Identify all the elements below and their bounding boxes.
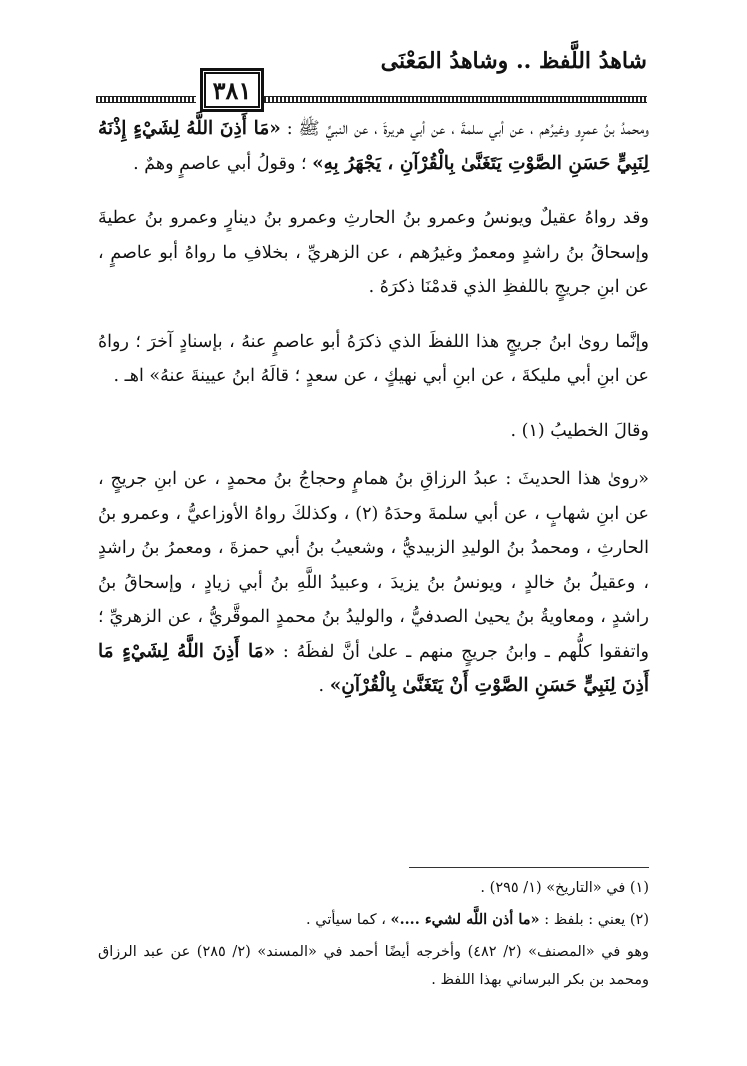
page-header xyxy=(96,38,647,108)
hadith-quote: «مَا أَذِنَ اللَّهُ لِشَيْءٍ إِذْنَهُ لِنَبِيٍّ حَسَنِ الصَّوْتِ يَتَغَنَّىٰ بِالْقُرْآنِ ، يَجْهَرُ بِهِ» xyxy=(98,118,649,174)
paragraph xyxy=(98,112,649,181)
paragraph-text: . xyxy=(318,676,330,696)
paragraph-text: ؛ وقولُ أبي عاصمٍ وهمٌ . xyxy=(133,153,313,174)
running-title: شاهدُ اللَّفظ .. وشاهدُ المَعْنَى xyxy=(380,48,647,74)
footnote xyxy=(98,906,649,934)
footnote-text: ، كما سيأتي . xyxy=(306,912,391,928)
paragraph-text: وقد رواهُ عقيلٌ ويونسُ وعمرو بنُ الحارثِ وعمرو بنُ دينارٍ وعمرو بنُ عطيةَ وإسحاقُ بنُ راشدٍ ومعمرٌ وغيرُهم ، عن الزهريِّ ، بخلافِ ما رواهُ أبو عاصمٍ ، عن ابنِ جريجٍ باللفظِ الذي قدمْنَا ذكرَهُ . xyxy=(98,208,649,297)
hadith-quote: «مَا أَذِنَ اللَّهُ لِشَيْءٍ مَا أَذِنَ لِنَبِيٍّ حَسَنِ الصَّوْتِ أَنْ يَتَغَنَّىٰ بِالْقُرْآنِ» xyxy=(98,640,649,696)
footnote-text: (١) في «التاريخ» (١/ ٢٩٥) . xyxy=(480,880,649,896)
footnote-separator xyxy=(409,867,649,868)
footnote-text: (٢) يعني : بلفظ : xyxy=(539,912,649,928)
page-number: ٣٨١ xyxy=(200,68,264,112)
footnote-text: وهو في «المصنف» (٢/ ٤٨٢) وأخرجه أيضًا أحمد في «المسند» (٢/ ٢٨٥) عن عبد الرزاق ومحمد بن بكر البرساني بهذا اللفظ . xyxy=(98,944,649,988)
paragraph-text: وإنَّما روىٰ ابنُ جريجٍ هذا اللفظَ الذي ذكرَهُ أبو عاصمٍ عنهُ ، بإسنادٍ آخرَ ؛ رواهُ عن ابنِ أبي مليكةَ ، عن ابنِ أبي نهيكٍ ، عن سعدٍ ؛ قالَهُ ابنُ عيينةَ عنهُ» اهـ . xyxy=(98,331,649,386)
paragraph xyxy=(98,462,649,704)
footnote-quote: «ما أذن اللَّه لشيء ....» xyxy=(390,911,540,928)
paragraph xyxy=(98,414,649,449)
header-rule-left xyxy=(96,96,196,103)
footnote xyxy=(98,938,649,994)
paragraph-text: «روىٰ هذا الحديثَ : عبدُ الرزاقِ بنُ همامٍ وحجاجُ بنُ محمدٍ ، عن ابنِ جريجٍ ، عن ابنِ شهابٍ ، عن أبي سلمةَ وحدَهُ (٢) ، وكذلكَ رواهُ الأوزاعيُّ ، وعمرو بنُ الحارثِ ، ومحمدُ بنُ الوليدِ الزبيديُّ ، وشعيبُ بنُ أبي حمزةَ ، ومعمرُ بنُ راشدٍ ، وعقيلُ بنُ خالدٍ ، ويونسُ بنُ يزيدَ ، وعبيدُ اللَّهِ بنُ أبي زيادٍ ، وإسحاقُ بنُ راشدٍ ، ومعاويةُ بنُ يحيىٰ الصدفيُّ ، والوليدُ بنُ محمدٍ الموقَّريُّ ، عن الزهريِّ ؛ واتفقوا كلُّهم ـ وابنُ جريجٍ منهم ـ علىٰ أنَّ لفظَهُ : xyxy=(98,469,649,662)
header-rule-right xyxy=(264,96,647,103)
footnote xyxy=(98,874,649,902)
paragraph xyxy=(98,325,649,394)
paragraph xyxy=(98,201,649,305)
paragraph-text: ومحمدُ بنُ عمرٍو وغيرُهم ، عن أبي سلمةَ ، عن أبي هريرةَ ، عن النبيِّ ﷺ : xyxy=(280,119,649,139)
main-text xyxy=(98,112,649,724)
paragraph-text: وقالَ الخطيبُ (١) . xyxy=(510,420,649,441)
footnotes xyxy=(98,874,649,998)
